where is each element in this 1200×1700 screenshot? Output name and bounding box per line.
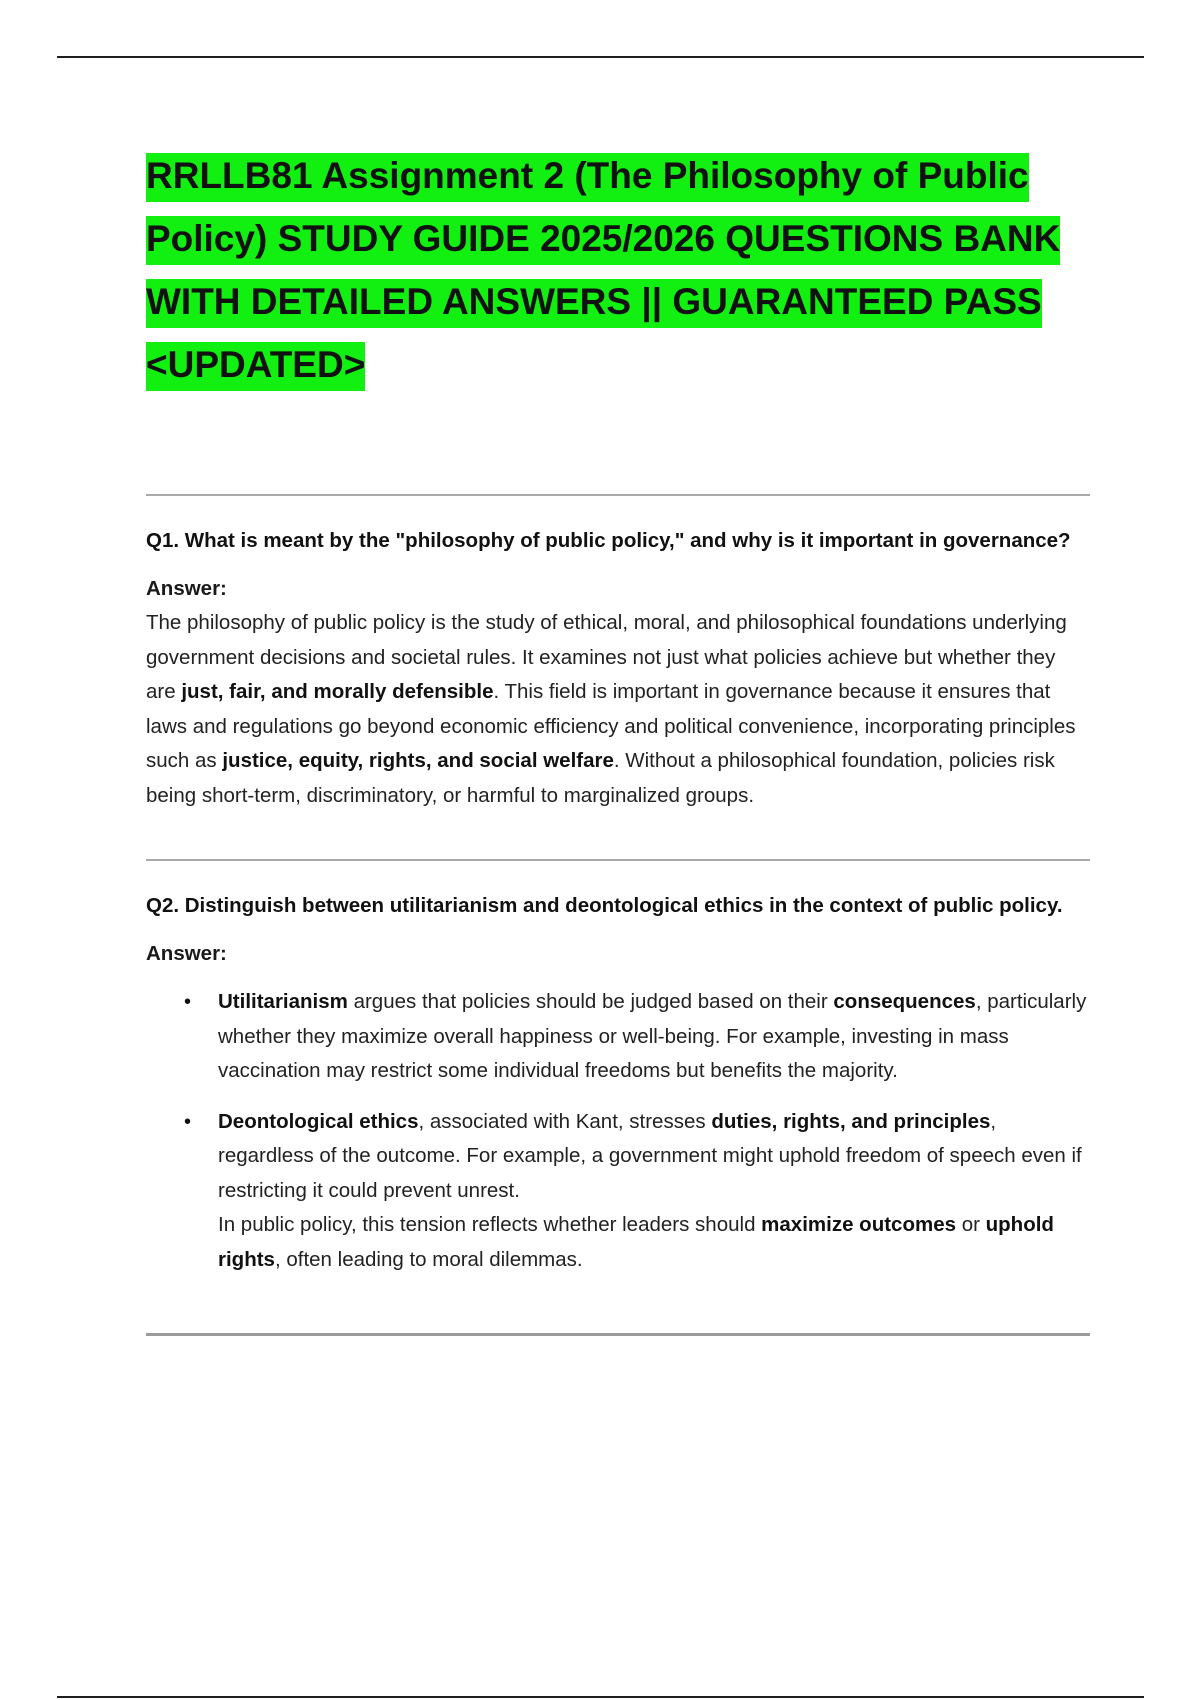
section-divider bbox=[146, 494, 1090, 496]
answer-bullet-list bbox=[146, 985, 1090, 1277]
answer-bold-text: justice, equity, rights, and social welfare bbox=[222, 749, 614, 772]
document-title bbox=[146, 144, 1090, 396]
bullet-continuation-text bbox=[218, 1208, 1090, 1277]
bullet-bold-run: uphold rights bbox=[218, 1213, 1054, 1271]
bullet-bold-run: duties, rights, and principles bbox=[711, 1109, 991, 1133]
bullet-icon: • bbox=[184, 1110, 192, 1133]
question-1-text: Q1. What is meant by the "philosophy of public policy," and why is it important in governance? bbox=[146, 529, 1071, 552]
bullet-text-run: , associated with Kant, stresses bbox=[418, 1109, 712, 1133]
answer-text: The philosophy of public policy is the study of ethical, moral, and philosophical foundations underlying government decisions and societal rules. It examines not just what policies achieve but whether they are bbox=[146, 611, 1067, 703]
bullet-bold-run: maximize outcomes bbox=[761, 1213, 956, 1236]
question-1-answer bbox=[146, 606, 1090, 813]
section-divider bbox=[146, 859, 1090, 861]
bullet-icon: • bbox=[184, 991, 192, 1013]
bullet-text-run: , often leading to moral dilemmas. bbox=[274, 1247, 583, 1271]
document-body bbox=[146, 144, 1090, 1336]
section-divider bbox=[146, 1333, 1090, 1336]
answer-label: Answer: bbox=[146, 942, 227, 965]
question-1 bbox=[146, 524, 1090, 859]
bullet-bold-run: consequences bbox=[833, 990, 976, 1013]
list-item bbox=[146, 1105, 1090, 1278]
answer-label: Answer: bbox=[146, 577, 227, 600]
answer-text: . This field is important in governance because it ensures that laws and regulations go beyond economic efficiency and political convenience, incorporating principles such as bbox=[146, 680, 1076, 772]
page-top-rule bbox=[57, 56, 1144, 58]
question-2-text: Q2. Distinguish between utilitarianism and deontological ethics in the context of public policy. bbox=[146, 894, 1063, 917]
bullet-term: Deontological ethics bbox=[218, 1109, 419, 1133]
bullet-text-run: , regardless of the outcome. For example, a government might uphold freedom of speech even if restricting it could prevent unrest. bbox=[218, 1109, 1082, 1202]
bullet-text bbox=[218, 985, 1090, 1089]
question-2 bbox=[146, 889, 1090, 1333]
list-item bbox=[146, 985, 1090, 1089]
bullet-text-run: argues that policies should be judged based on their bbox=[347, 990, 834, 1013]
bullet-term: Utilitarianism bbox=[218, 990, 348, 1013]
bullet-text-run: In public policy, this tension reflects whether leaders should bbox=[218, 1213, 762, 1236]
bullet-text-run: or bbox=[956, 1213, 986, 1236]
page-bottom-rule bbox=[57, 1696, 1144, 1698]
title-highlight: RRLLB81 Assignment 2 (The Philosophy of Public Policy) STUDY GUIDE 2025/2026 QUESTIONS BANK WITH DETAILED ANSWERS || GUARANTEED PASS <UPDATED> bbox=[146, 153, 1060, 391]
bullet-text bbox=[218, 1105, 1090, 1209]
answer-bold-text: just, fair, and morally defensible bbox=[181, 680, 494, 703]
answer-text: . Without a philosophical foundation, policies risk being short-term, discriminatory, or harmful to marginalized groups. bbox=[146, 749, 1055, 807]
bullet-text-run: , particularly whether they maximize overall happiness or well-being. For example, investing in mass vaccination may restrict some individual freedoms but benefits the majority. bbox=[218, 990, 1087, 1082]
